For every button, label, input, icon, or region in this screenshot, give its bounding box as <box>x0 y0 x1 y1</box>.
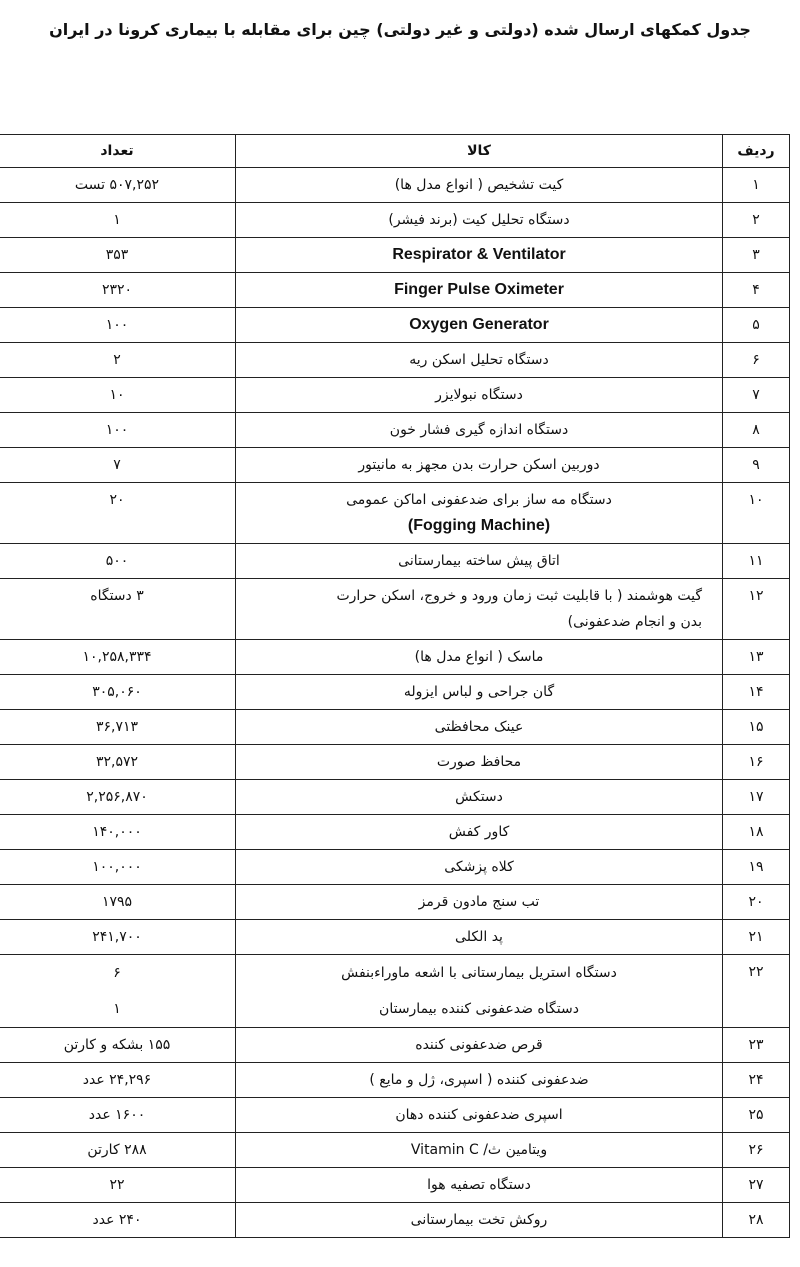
item-line: دستگاه تصفیه هوا <box>427 1177 531 1193</box>
item-line: پد الکلی <box>455 929 503 945</box>
quantity-line: ۱۰۰ <box>105 422 129 438</box>
quantity-line: ۲۴۱,۷۰۰ <box>92 929 142 945</box>
row-number: ۲۱ <box>723 920 790 955</box>
row-number: ۱۰ <box>723 483 790 544</box>
row-number: ۲ <box>723 203 790 238</box>
item-name <box>236 1098 723 1133</box>
table-row <box>0 675 790 710</box>
item-name <box>236 710 723 745</box>
quantity-line: ۱۰۰ <box>105 317 129 333</box>
document-title: جدول کمکهای ارسال شده (دولتی و غیر دولتی) چین برای مقابله با بیماری کرونا در ایران <box>49 20 751 39</box>
item-quantity <box>0 483 236 544</box>
item-quantity <box>0 1028 236 1063</box>
item-line: دستگاه مه ساز برای ضدعفونی اماکن عمومی <box>346 492 612 508</box>
quantity-line: ۳۶,۷۱۳ <box>95 719 139 735</box>
item-name <box>236 448 723 483</box>
item-name <box>236 850 723 885</box>
item-name <box>236 413 723 448</box>
row-number: ۲۸ <box>723 1203 790 1238</box>
table-row <box>0 1133 790 1168</box>
item-line: Oxygen Generator <box>409 316 549 333</box>
row-number: ۲۰ <box>723 885 790 920</box>
table-body <box>0 168 790 1238</box>
table-row <box>0 238 790 273</box>
item-quantity <box>0 1133 236 1168</box>
quantity-line: ۲۰ <box>109 492 125 508</box>
table-row <box>0 1203 790 1238</box>
item-line: ویتامین ث/ Vitamin C <box>410 1142 548 1158</box>
item-line: بدن و انجام ضدعفونی) <box>567 614 702 630</box>
item-name <box>236 780 723 815</box>
quantity-line: ۳۵۳ <box>105 247 129 263</box>
item-line: دستگاه اندازه گیری فشار خون <box>389 422 569 438</box>
item-name <box>236 579 723 640</box>
item-quantity <box>0 955 236 1028</box>
quantity-line: ۲۸۸ کارتن <box>87 1142 147 1158</box>
item-line: دوربین اسکن حرارت بدن مجهز به مانیتور <box>358 457 600 473</box>
item-name <box>236 544 723 579</box>
item-quantity <box>0 308 236 343</box>
table-row <box>0 920 790 955</box>
table-row <box>0 885 790 920</box>
item-name <box>236 920 723 955</box>
row-number: ۱۷ <box>723 780 790 815</box>
quantity-line: ۶ <box>113 965 121 981</box>
quantity-line: ۷ <box>113 457 121 473</box>
quantity-line: ۱۰ <box>109 387 125 403</box>
table-row <box>0 955 790 1028</box>
item-line: گیت هوشمند ( با قابلیت ثبت زمان ورود و خروج، اسکن حرارت <box>336 588 702 604</box>
item-line: دستکش <box>455 789 503 805</box>
row-number: ۱۶ <box>723 745 790 780</box>
table-row <box>0 1063 790 1098</box>
item-name <box>236 815 723 850</box>
item-line: اسپری ضدعفونی کننده دهان <box>395 1107 563 1123</box>
quantity-line: ۱ <box>113 1001 121 1017</box>
item-line: کاور کفش <box>448 824 510 840</box>
item-quantity <box>0 378 236 413</box>
row-number: ۲۳ <box>723 1028 790 1063</box>
table-row <box>0 203 790 238</box>
table-row <box>0 308 790 343</box>
item-line: تب سنج مادون قرمز <box>418 894 540 910</box>
item-quantity <box>0 203 236 238</box>
item-name <box>236 885 723 920</box>
table-row <box>0 640 790 675</box>
item-quantity <box>0 885 236 920</box>
quantity-line: ۳ دستگاه <box>90 588 144 604</box>
item-quantity <box>0 579 236 640</box>
table-row <box>0 378 790 413</box>
item-quantity <box>0 920 236 955</box>
item-name <box>236 273 723 308</box>
item-line: (Fogging Machine) <box>407 517 551 534</box>
item-quantity <box>0 745 236 780</box>
item-line: دستگاه ضدعفونی کننده بیمارستان <box>379 1001 579 1017</box>
item-quantity <box>0 1203 236 1238</box>
item-name <box>236 168 723 203</box>
item-quantity <box>0 850 236 885</box>
row-number: ۲۷ <box>723 1168 790 1203</box>
item-quantity <box>0 710 236 745</box>
item-quantity <box>0 413 236 448</box>
item-line: گان جراحی و لباس ایزوله <box>403 684 555 700</box>
row-number: ۲۶ <box>723 1133 790 1168</box>
quantity-line: ۲۴,۲۹۶ عدد <box>82 1072 152 1088</box>
row-number: ۱۳ <box>723 640 790 675</box>
item-quantity <box>0 168 236 203</box>
header-quantity: تعداد <box>0 135 236 168</box>
item-line: روکش تخت بیمارستانی <box>410 1212 548 1228</box>
item-quantity <box>0 1098 236 1133</box>
table-row <box>0 448 790 483</box>
quantity-line: ۲۲ <box>109 1177 125 1193</box>
row-number: ۸ <box>723 413 790 448</box>
aid-table <box>0 134 790 1238</box>
row-number: ۲۴ <box>723 1063 790 1098</box>
table-row <box>0 579 790 640</box>
header-row-number: ردیف <box>723 135 790 168</box>
table-row <box>0 168 790 203</box>
row-number: ۱۲ <box>723 579 790 640</box>
quantity-line: ۲۴۰ عدد <box>92 1212 142 1228</box>
item-line: Finger Pulse Oximeter <box>394 281 564 298</box>
table-row <box>0 343 790 378</box>
table-row <box>0 483 790 544</box>
quantity-line: ۱۶۰۰ عدد <box>88 1107 146 1123</box>
quantity-line: ۱ <box>113 212 121 228</box>
item-quantity <box>0 343 236 378</box>
item-quantity <box>0 675 236 710</box>
header-item: کالا <box>236 135 723 168</box>
item-quantity <box>0 780 236 815</box>
item-name <box>236 640 723 675</box>
item-line: Respirator & Ventilator <box>392 246 566 263</box>
item-quantity <box>0 273 236 308</box>
item-quantity <box>0 815 236 850</box>
item-quantity <box>0 640 236 675</box>
row-number: ۱۹ <box>723 850 790 885</box>
item-line: ضدعفونی کننده ( اسپری، ژل و مایع ) <box>369 1072 589 1088</box>
quantity-line: ۳۰۵,۰۶۰ <box>92 684 142 700</box>
item-line: دستگاه استریل بیمارستانی با اشعه ماوراءبنفش <box>341 965 617 981</box>
table-row <box>0 815 790 850</box>
item-line: اتاق پیش ساخته بیمارستانی <box>398 553 560 569</box>
item-name <box>236 483 723 544</box>
quantity-line: ۱۴۰,۰۰۰ <box>92 824 142 840</box>
row-number: ۲۲ <box>723 955 790 1028</box>
item-line: کلاه پزشکی <box>444 859 514 875</box>
item-name <box>236 343 723 378</box>
table-row <box>0 1028 790 1063</box>
item-quantity <box>0 238 236 273</box>
quantity-line: ۱۵۵ بشکه و کارتن <box>63 1037 171 1053</box>
quantity-line: ۵۰۷,۲۵۲ تست <box>74 177 160 193</box>
item-name <box>236 203 723 238</box>
item-line: کیت تشخیص ( انواع مدل ها) <box>394 177 564 193</box>
quantity-line: ۲,۲۵۶,۸۷۰ <box>86 789 148 805</box>
quantity-line: ۱۰,۲۵۸,۳۳۴ <box>82 649 152 665</box>
item-line: دستگاه تحلیل اسکن ریه <box>409 352 549 368</box>
table-row <box>0 780 790 815</box>
quantity-line: ۲ <box>113 352 121 368</box>
item-name <box>236 378 723 413</box>
row-number: ۹ <box>723 448 790 483</box>
quantity-line: ۲۳۲۰ <box>101 282 133 298</box>
item-name <box>236 238 723 273</box>
quantity-line: ۱۰۰,۰۰۰ <box>92 859 142 875</box>
row-number: ۱۱ <box>723 544 790 579</box>
quantity-line: ۱۷۹۵ <box>101 894 133 910</box>
table-row <box>0 1098 790 1133</box>
item-name <box>236 745 723 780</box>
item-quantity <box>0 1063 236 1098</box>
table-row <box>0 745 790 780</box>
table-row <box>0 544 790 579</box>
row-number: ۲۵ <box>723 1098 790 1133</box>
table-row <box>0 273 790 308</box>
row-number: ۱۴ <box>723 675 790 710</box>
row-number: ۳ <box>723 238 790 273</box>
table-row <box>0 850 790 885</box>
item-name <box>236 1063 723 1098</box>
item-quantity <box>0 544 236 579</box>
row-number: ۴ <box>723 273 790 308</box>
item-name <box>236 955 723 1028</box>
row-number: ۱ <box>723 168 790 203</box>
quantity-line: ۳۲,۵۷۲ <box>95 754 139 770</box>
item-line: محافظ صورت <box>436 754 522 770</box>
row-number: ۶ <box>723 343 790 378</box>
row-number: ۵ <box>723 308 790 343</box>
item-name <box>236 1168 723 1203</box>
item-line: عینک محافظتی <box>434 719 524 735</box>
row-number: ۱۵ <box>723 710 790 745</box>
item-name <box>236 1028 723 1063</box>
item-name <box>236 675 723 710</box>
table-header-row <box>0 135 790 168</box>
table-row <box>0 710 790 745</box>
item-line: قرص ضدعفونی کننده <box>415 1037 543 1053</box>
item-name <box>236 308 723 343</box>
quantity-line: ۵۰۰ <box>105 553 129 569</box>
item-line: دستگاه نبولایزر <box>435 387 523 403</box>
item-name <box>236 1133 723 1168</box>
row-number: ۷ <box>723 378 790 413</box>
item-quantity <box>0 1168 236 1203</box>
item-line: دستگاه تحلیل کیت (برند فیشر) <box>388 212 570 228</box>
row-number: ۱۸ <box>723 815 790 850</box>
table-row <box>0 1168 790 1203</box>
item-name <box>236 1203 723 1238</box>
item-line: ماسک ( انواع مدل ها) <box>414 649 544 665</box>
item-quantity <box>0 448 236 483</box>
table-row <box>0 413 790 448</box>
